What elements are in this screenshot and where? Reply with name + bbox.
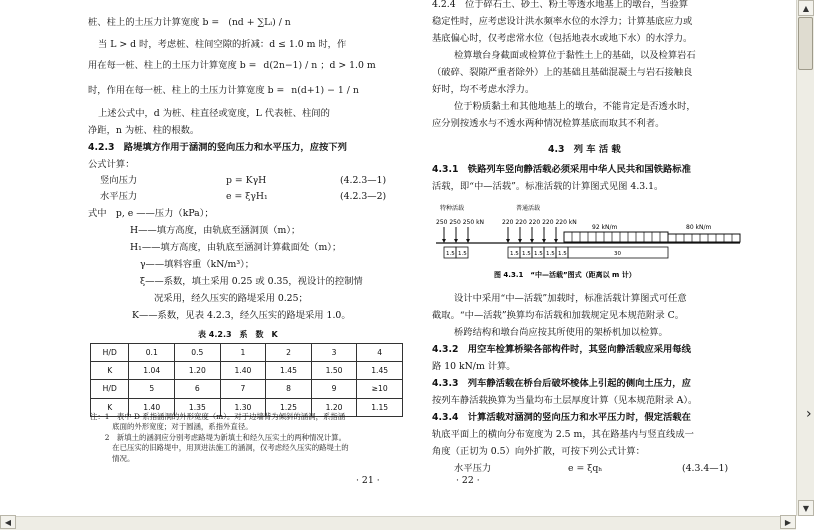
text-line: 基底偏心时，仅考虑常水位（包括地表水或地下水）的水浮力。 — [432, 33, 693, 44]
text-line: 桥跨结构和墩台尚应按其所使用的架桥机加以检算。 — [454, 327, 668, 338]
table-note: 底面的外形宽度；对于圆涵，系指外直径。 — [90, 422, 253, 431]
text-line: 按列车静活载换算为当量均布土层厚度计算（见本规范附录 A）。 — [432, 395, 698, 406]
text-line: 检算墩台身截面或检算位于黏性土上的基础，以及检算岩石 — [454, 50, 696, 61]
svg-text:1.5: 1.5 — [546, 251, 555, 257]
table-row: H/D 5 6 7 8 9 ≥10 — [91, 380, 403, 398]
text-line: 公式计算： — [88, 159, 135, 170]
equation-row: 水平压力 — [454, 463, 492, 474]
table-row: K 1.40 1.35 1.30 1.25 1.20 1.15 — [91, 398, 403, 416]
text-line: 用在每一桩、柱上的土压力计算宽度 b = d(2n−1) / n ；d > 1.0 m — [88, 60, 376, 71]
left-page — [88, 0, 408, 516]
scroll-left-button[interactable] — [0, 515, 16, 529]
arrow-right-icon: ▶ — [784, 517, 792, 527]
page-number: · 22 · — [456, 475, 480, 486]
equation: e = ξqₕ — [568, 463, 603, 474]
distributed-load-block-2 — [668, 234, 740, 242]
page-number: · 21 · — [356, 475, 380, 486]
scroll-thumb[interactable] — [798, 17, 813, 70]
svg-text:1.5: 1.5 — [558, 251, 567, 257]
svg-text:1.5: 1.5 — [522, 251, 531, 257]
definition-line: 式中 p, e ——压力（kPa）； — [88, 208, 214, 219]
svg-text:1.5: 1.5 — [534, 251, 543, 257]
definition-line: H——填方高度，由轨底至涵洞顶（m）； — [130, 225, 301, 236]
definition-line: γ——填料容重（kN/m³）； — [140, 259, 255, 270]
text-line: 活载，即“中—活载”。标准活载的计算图式见图 4.3.1。 — [432, 181, 664, 192]
svg-text:1.5: 1.5 — [458, 251, 467, 257]
formula: d(2n−1) / n — [263, 60, 318, 71]
normal-load-values: 220 220 220 220 220 kN — [502, 219, 577, 226]
coefficient-table — [90, 343, 403, 417]
table-row: H/D 0.1 0.5 1 2 3 4 — [91, 344, 403, 362]
svg-text:30: 30 — [614, 251, 621, 257]
special-load-values: 250 250 250 kN — [436, 219, 485, 226]
equation-number: (4.2.3—1) — [340, 175, 387, 186]
definition-line: H₁——填方高度，由轨底至涵洞计算截面处（m）； — [130, 242, 342, 253]
right-page — [432, 0, 744, 516]
equation: p = KγH — [226, 175, 267, 186]
table-caption: 表 4.2.3 系 数 K — [198, 330, 278, 339]
distributed-load-2: 80 kN/m — [686, 224, 712, 231]
arrow-down-icon: ▼ — [802, 503, 810, 513]
equation-number: (4.3.4—1) — [682, 463, 729, 474]
section-title: 4.3 列 车 活 载 — [548, 144, 621, 155]
text-line: 路 10 kN/m 计算。 — [432, 361, 516, 372]
definition-line: K——系数，见表 4.2.3，经久压实的路堤采用 1.0。 — [132, 310, 351, 321]
text-line: 轨底平面上的横向分布宽度为 2.5 m，其在路基内与竖直线成一 — [432, 429, 694, 440]
text-line: （破碎、裂隙严重者除外）上的基础且基础混凝土与岩石接触良 — [432, 67, 693, 78]
load-diagram — [432, 202, 744, 288]
svg-text:1.5: 1.5 — [510, 251, 519, 257]
table-note: 注：1 表中 D 系指涵洞的外形宽度（m）。对于边墙背为倾斜的涵洞，系指涵 — [90, 412, 346, 421]
resize-cursor-icon: › — [806, 406, 812, 422]
section-heading: 4.2.3 路堤填方作用于涵洞的竖向压力和水平压力，应按下列 — [88, 142, 347, 153]
table-note: 2 新填土的涵洞应分别考虑路堤为新填土和经久压实土的两种情况计算。 — [90, 433, 346, 442]
equation-row: 水平压力 — [100, 191, 138, 202]
definition-line: ξ——系数，填土采用 0.25 或 0.35，视设计的控制情 — [140, 276, 363, 287]
distributed-load-1: 92 kN/m — [592, 224, 618, 231]
vertical-scrollbar[interactable] — [796, 0, 814, 516]
scroll-up-button[interactable] — [798, 0, 814, 16]
text-line: 当 L > d 时，考虑桩、柱间空隙的折减：d ≤ 1.0 m 时，作 — [98, 39, 347, 50]
formula: (nd + ∑Lᵢ) / n — [228, 17, 291, 28]
text-line: 桩、柱上的土压力计算宽度 b = (nd + ∑Lᵢ) / n — [88, 17, 291, 28]
text-line: 4.3.3 列车静活载在桥台后破坏棱体上引起的侧向土压力，应 — [432, 378, 691, 389]
equation-number: (4.2.3—2) — [340, 191, 387, 202]
table-note: 情况。 — [90, 454, 135, 463]
text-line: 时，作用在每一桩、柱上的土压力计算宽度 b = n(d+1) − 1 / n — [88, 85, 359, 96]
svg-text:1.5: 1.5 — [446, 251, 455, 257]
diagram-label-normal: 普通活载 — [516, 205, 541, 212]
text-line: 角度（正切为 0.5）向外扩散，可按下列公式计算： — [432, 446, 645, 457]
table-row: K 1.04 1.20 1.40 1.45 1.50 1.45 — [91, 362, 403, 380]
equation: e = ξγH₁ — [226, 191, 268, 202]
text-line: 好时，均不考虑水浮力。 — [432, 84, 535, 95]
horizontal-scrollbar[interactable] — [0, 516, 796, 530]
text-line: 设计中采用“中—活载”加载时，标准活载计算图式可任意 — [454, 293, 687, 304]
text-line: 上述公式中，d 为桩、柱直径或宽度，L 代表桩、柱间的 — [98, 108, 330, 119]
text-line: 4.3.2 用空车检算桥梁各部构件时，其竖向静活载应采用每线 — [432, 344, 691, 355]
text-line: 4.3.1 铁路列车竖向静活载必须采用中华人民共和国铁路标准 — [432, 164, 691, 175]
text-line: 净距，n 为桩、柱的根数。 — [88, 125, 200, 136]
diagram-label-special: 特种活载 — [440, 205, 465, 212]
equation-row: 竖向压力 — [100, 175, 138, 186]
axle-arrows — [444, 227, 556, 242]
text-line: 稳定性时，应考虑设计洪水频率水位的水浮力；计算基底应力或 — [432, 16, 693, 27]
figure-caption: 图 4.3.1 “中—活载”图式（距离以 m 计） — [494, 271, 636, 279]
text-line: 4.2.4 位于碎石土、砂土、粉土等透水地基上的墩台，当验算 — [432, 0, 689, 10]
definition-line: 况采用，经久压实的路堤采用 0.25； — [154, 293, 308, 304]
distributed-load-block-1 — [564, 232, 668, 242]
text-line: 4.3.4 计算活载对涵洞的竖向压力和水平压力时，假定活载在 — [432, 412, 691, 423]
arrow-up-icon: ▲ — [802, 3, 810, 13]
text-line: 应分别按透水与不透水两种情况检算基底而取其不利者。 — [432, 118, 665, 129]
formula: n(d+1) − 1 / n — [291, 85, 359, 96]
arrow-heads — [442, 239, 558, 243]
text-line: 位于粉质黏土和其他地基上的墩台，不能肯定是否透水时， — [454, 101, 696, 112]
arrow-left-icon: ◀ — [4, 517, 12, 527]
table-note: 在已压实的旧路堤中，用顶进法施工的涵洞，仅考虑经久压实的路堤土的 — [90, 443, 349, 452]
text-line: 截取。“中—活载”换算均布活载和加载规定见本规范附录 C。 — [432, 310, 684, 321]
scroll-down-button[interactable] — [798, 500, 814, 516]
scroll-right-button[interactable] — [780, 515, 796, 529]
